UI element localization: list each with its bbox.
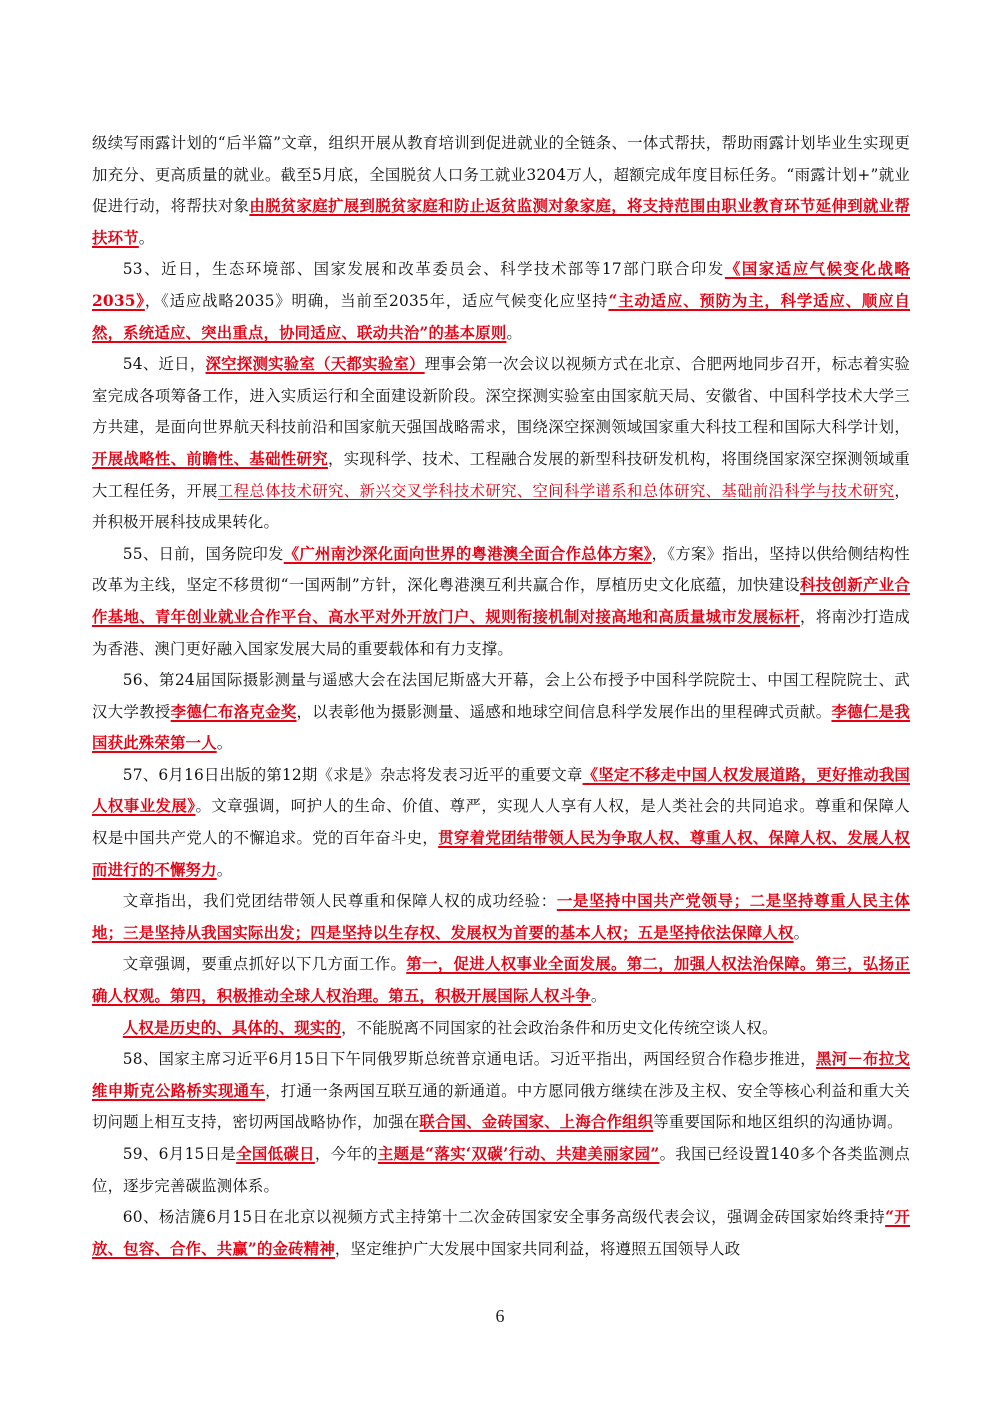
paragraph-5	[92, 665, 910, 760]
paragraph-8	[92, 949, 910, 1012]
paragraph-10	[92, 1044, 910, 1139]
highlight-text: 贯穿着党团结带领人民为争取人权、尊重人权、保障人权、发展人权而进行的不懈努力	[92, 829, 910, 879]
body-text: ，打通一条两国互联互通的新通道。中方愿同俄方继续在涉及主权、安全等核心利益和重大关切问题上相互支持，密切两国战略协作，加强在	[92, 1081, 911, 1132]
body-text: ，今年的	[314, 1145, 378, 1163]
body-text: 。文章强调，呵护人的生命、价值、尊严，实现人人享有人权，是人类社会的共同追求。尊重和保障人权是中国共产党人的不懈追求。党的百年奋斗史，	[92, 797, 910, 848]
body-text: 。我国已经设置140多个各类监测点位，逐步完善碳监测体系。	[92, 1145, 910, 1195]
underlined-text: 工程总体技术研究、新兴交叉学科技术研究、空间科学谱系和总体研究、基础前沿科学与技术研究	[217, 481, 895, 500]
body-text: 。	[216, 734, 233, 753]
body-text: ，《方案》指出，坚持以供给侧结构性改革为主线，坚定不移贯彻“一国两制”方针，深化粤港澳互利共赢合作，厚植历史文化底蕴，加快建设	[92, 544, 910, 595]
body-text: 56、第24届国际摄影测量与遥感大会在法国尼斯盛大开幕，会上公布授予中国科学院院士、中国工程院院士、武汉大学教授	[92, 671, 910, 721]
body-text: 58、国家主席习近平6月15日下午同俄罗斯总统普京通电话。习近平指出，两国经贸合作稳步推进，	[122, 1050, 816, 1069]
body-text: 级续写雨露计划的“后半篇”文章，组织开展从教育培训到促进就业的全链条、一体式帮扶，帮助雨露计划毕业生实现更加充分、更高质量的就业。截至5月底，全国脱贫人口务工就业3204万人，超额完成年度目标任务。“雨露计划+”就业促进行动，将帮扶对象	[92, 134, 910, 216]
highlight-text: 黑河－布拉戈维申斯克公路桥实现通车	[92, 1050, 911, 1100]
highlight-text: “主动适应、预防为主，科学适应、顺应自然，系统适应、突出重点，协同适应、联动共治”的基本原则	[92, 291, 911, 342]
page-body	[92, 128, 910, 1265]
body-text: 。	[590, 987, 607, 1006]
paragraph-3	[92, 349, 910, 539]
body-text: 。	[793, 923, 810, 942]
body-text: 等重要国际和地区组织的沟通协调。	[653, 1113, 903, 1132]
body-text: 54、近日，	[122, 355, 206, 374]
paragraph-9	[92, 1013, 910, 1045]
highlight-text: 《广州南沙深化面向世界的粤港澳全面合作总体方案》	[283, 544, 652, 563]
highlight-text: 第一，促进人权事业全面发展。第二，加强人权法治保障。第三，弘扬正确人权观。第四，积极推动全球人权治理。第五，积极开展国际人权斗争	[92, 955, 910, 1006]
paragraph-2	[92, 254, 910, 349]
highlight-text: 全国低碳日	[236, 1145, 315, 1163]
paragraph-12	[92, 1202, 910, 1265]
paragraph-1	[92, 128, 910, 254]
body-text: ，将南沙打造成为香港、澳门更好融入国家发展大局的重要载体和有力支撑。	[92, 607, 910, 658]
highlight-text: 人权是历史的、具体的、现实的	[122, 1018, 342, 1037]
body-text: 理事会第一次会议以视频方式在北京、合肥两地同步召开，标志着实验室完成各项筹备工作，进入实质运行和全面建设新阶段。深空探测实验室由国家航天局、安徽省、中国科学技术大学三方共建，是面向世界航天科技前沿和国家航天强国战略需求，围绕深空探测领域国家重大科技工程和国际大科学计划，	[92, 355, 910, 437]
highlight-text: 一是坚持中国共产党领导；二是坚持尊重人民主体地；三是坚持从我国实际出发；四是坚持以生存权、发展权为首要的基本人权；五是坚持依法保障人权	[92, 892, 910, 942]
body-text: 60、杨洁篪6月15日在北京以视频方式主持第十二次金砖国家安全事务高级代表会议，强调金砖国家始终秉持	[122, 1208, 886, 1227]
highlight-text: 主题是“落实‘双碳’行动、共建美丽家园”	[377, 1145, 660, 1163]
body-text: 57、6月16日出版的第12期《求是》杂志将发表习近平的重要文章	[122, 765, 583, 784]
highlight-text: 《国家适应气候变化战略2035》	[92, 260, 910, 310]
highlight-text: 开展战略性、前瞻性、基础性研究	[92, 449, 328, 468]
body-text: 55、日前，国务院印发	[122, 544, 284, 563]
body-text: 文章指出，我们党团结带领人民尊重和保障人权的成功经验：	[122, 892, 557, 911]
highlight-text: 李德仁是我国获此殊荣第一人	[92, 702, 910, 753]
body-text: ，《适应战略2035》明确，当前至2035年，适应气候变化应坚持	[144, 291, 609, 310]
body-text: 53、近日，生态环境部、国家发展和改革委员会、科学技术部等17部门联合印发	[122, 260, 725, 279]
body-text: ，并积极开展科技成果转化。	[92, 481, 910, 532]
paragraph-11	[92, 1139, 910, 1202]
body-text: ，以表彰他为摄影测量、遥感和地球空间信息科学发展作出的里程碑式贡献。	[296, 702, 832, 721]
highlight-text: 《坚定不移走中国人权发展道路，更好推动我国人权事业发展》	[92, 765, 910, 816]
body-text: 。	[138, 228, 155, 247]
body-text: ，坚定维护广大发展中国家共同利益，将遵照五国领导人政	[334, 1239, 741, 1258]
highlight-text: 联合国、金砖国家、上海合作组织	[419, 1113, 654, 1132]
body-text: 文章强调，要重点抓好以下几方面工作。	[122, 955, 407, 974]
body-text: ，不能脱离不同国家的社会政治条件和历史文化传统空谈人权。	[341, 1018, 778, 1037]
paragraph-6	[92, 760, 910, 886]
page-number: 6	[495, 1306, 505, 1326]
highlight-text: 深空探测实验室（天都实验室）	[205, 355, 425, 374]
body-text: 。	[506, 323, 523, 342]
paragraph-7	[92, 886, 910, 949]
highlight-text: “开放、包容、合作、共赢”的金砖精神	[92, 1208, 910, 1258]
highlight-text: 由脱贫家庭扩展到脱贫家庭和防止返贫监测对象家庭，将支持范围由职业教育环节延伸到就业帮扶环节	[92, 197, 910, 247]
highlight-text: 李德仁布洛克金奖	[170, 702, 297, 721]
body-text: 。	[216, 860, 233, 879]
highlight-text: 科技创新产业合作基地、青年创业就业合作平台、高水平对外开放门户、规则衔接机制对接高地和高质量城市发展标杆	[92, 576, 911, 626]
paragraph-4	[92, 539, 910, 665]
body-text: ，实现科学、技术、工程融合发展的新型科技研发机构，将围绕国家深空探测领域重大工程任务，开展	[92, 449, 910, 500]
body-text: 59、6月15日是	[122, 1145, 237, 1163]
